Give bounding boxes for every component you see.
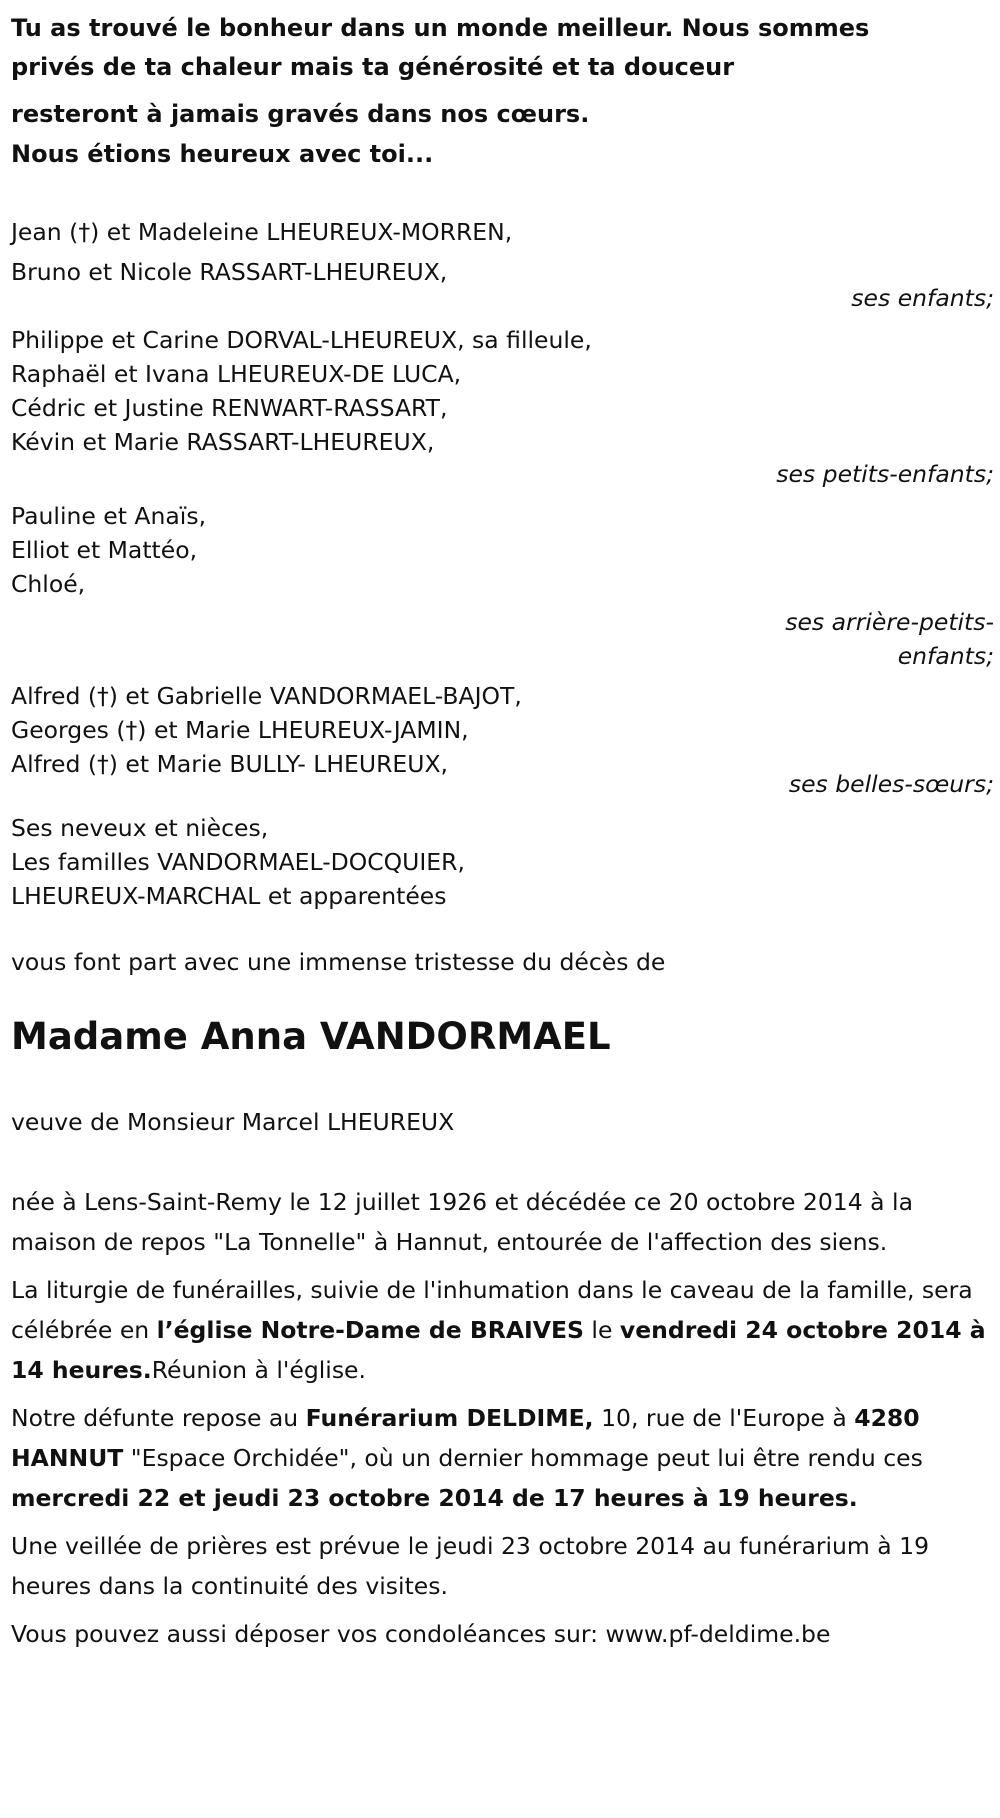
family-name-line: Jean (†) et Madeleine LHEUREUX-MORREN, xyxy=(11,218,513,246)
relation-label: ses enfants; xyxy=(851,284,994,312)
family-group-extended xyxy=(11,808,994,916)
relation-label-line: enfants; xyxy=(897,642,994,670)
family-name-line: Kévin et Marie RASSART-LHEUREUX, xyxy=(11,428,435,456)
funeral-text: le xyxy=(583,1316,620,1344)
family-name-line: Raphaël et Ivana LHEUREUX-DE LUCA, xyxy=(11,360,462,388)
relation-label: ses belles-sœurs; xyxy=(788,770,994,798)
funeral-paragraph xyxy=(11,1270,994,1390)
prayer-vigil-paragraph: Une veillée de prières est prévue le jeudi 23 octobre 2014 au funérarium à 19 heures dans la continuité des visites. xyxy=(11,1532,930,1600)
intro-line: Nous étions heureux avec toi... xyxy=(11,140,434,168)
visitation-text: Notre défunte repose au xyxy=(11,1404,306,1432)
funeral-text: Réunion à l'église. xyxy=(151,1356,366,1384)
family-names xyxy=(11,320,994,462)
family-name-line: LHEUREUX-MARCHAL et apparentées xyxy=(11,882,447,910)
birth-death-paragraph: née à Lens-Saint-Remy le 12 juillet 1926 et décédée ce 20 octobre 2014 à la maison de repos "La Tonnelle" à Hannut, entourée de l'affection des siens. xyxy=(11,1188,913,1256)
family-name-line: Alfred (†) et Marie BULLY- LHEUREUX, xyxy=(11,750,449,778)
family-name-line: Philippe et Carine DORVAL-LHEUREUX, sa filleule, xyxy=(11,326,592,354)
intro-line: resteront à jamais gravés dans nos cœurs. xyxy=(11,100,590,128)
announcement-text: vous font part avec une immense tristesse du décès de xyxy=(11,948,666,976)
family-name-line: Chloé, xyxy=(11,570,86,598)
intro-verse xyxy=(11,8,994,174)
family-group-great-grandchildren xyxy=(11,496,994,676)
family-name-line: Pauline et Anaïs, xyxy=(11,502,207,530)
deceased-name: Madame Anna VANDORMAEL xyxy=(11,1015,611,1058)
family-group-grandchildren xyxy=(11,320,994,494)
funeral-church: l’église Notre-Dame de BRAIVES xyxy=(156,1316,584,1344)
family-name-line: Cédric et Justine RENWART-RASSART, xyxy=(11,394,448,422)
relation-label xyxy=(754,602,994,676)
funeral-datetime: vendredi 24 octobre 2014 à 14 heures. xyxy=(11,1316,986,1384)
family-names xyxy=(11,496,994,604)
condolences-paragraph: Vous pouvez aussi déposer vos condoléances sur: www.pf-deldime.be xyxy=(11,1620,831,1648)
family-names xyxy=(11,808,994,916)
family-group-sisters-in-law xyxy=(11,676,994,804)
family-name-line: Alfred (†) et Gabrielle VANDORMAEL-BAJOT, xyxy=(11,682,522,710)
relation-label: ses petits-enfants; xyxy=(776,460,994,488)
relation-label-line: ses arrière-petits- xyxy=(785,608,994,636)
funeral-home-city: 4280 HANNUT xyxy=(11,1404,920,1472)
visitation-text: 10, rue de l'Europe à xyxy=(593,1404,855,1432)
funeral-text: La liturgie de funérailles, suivie de l'inhumation dans le caveau de la famille, sera célébrée en xyxy=(11,1276,973,1344)
widow-of-text: veuve de Monsieur Marcel LHEUREUX xyxy=(11,1108,455,1136)
family-name-line: Elliot et Mattéo, xyxy=(11,536,198,564)
family-name-line: Bruno et Nicole RASSART-LHEUREUX, xyxy=(11,258,448,286)
visitation-paragraph xyxy=(11,1398,994,1518)
obituary-content xyxy=(11,8,994,1654)
family-name-line: Georges (†) et Marie LHEUREUX-JAMIN, xyxy=(11,716,469,744)
visitation-hours: mercredi 22 et jeudi 23 octobre 2014 de 17 heures à 19 heures. xyxy=(11,1484,858,1512)
intro-line: privés de ta chaleur mais ta générosité et ta douceur xyxy=(11,53,735,81)
intro-line: Tu as trouvé le bonheur dans un monde meilleur. Nous sommes xyxy=(11,14,870,42)
visitation-text: "Espace Orchidée", où un dernier hommage peut lui être rendu ces xyxy=(123,1444,923,1472)
family-group-children xyxy=(11,212,994,318)
family-name-line: Les familles VANDORMAEL-DOCQUIER, xyxy=(11,848,465,876)
family-name-line: Ses neveux et nièces, xyxy=(11,814,269,842)
funeral-home-name: Funérarium DELDIME, xyxy=(305,1404,594,1432)
